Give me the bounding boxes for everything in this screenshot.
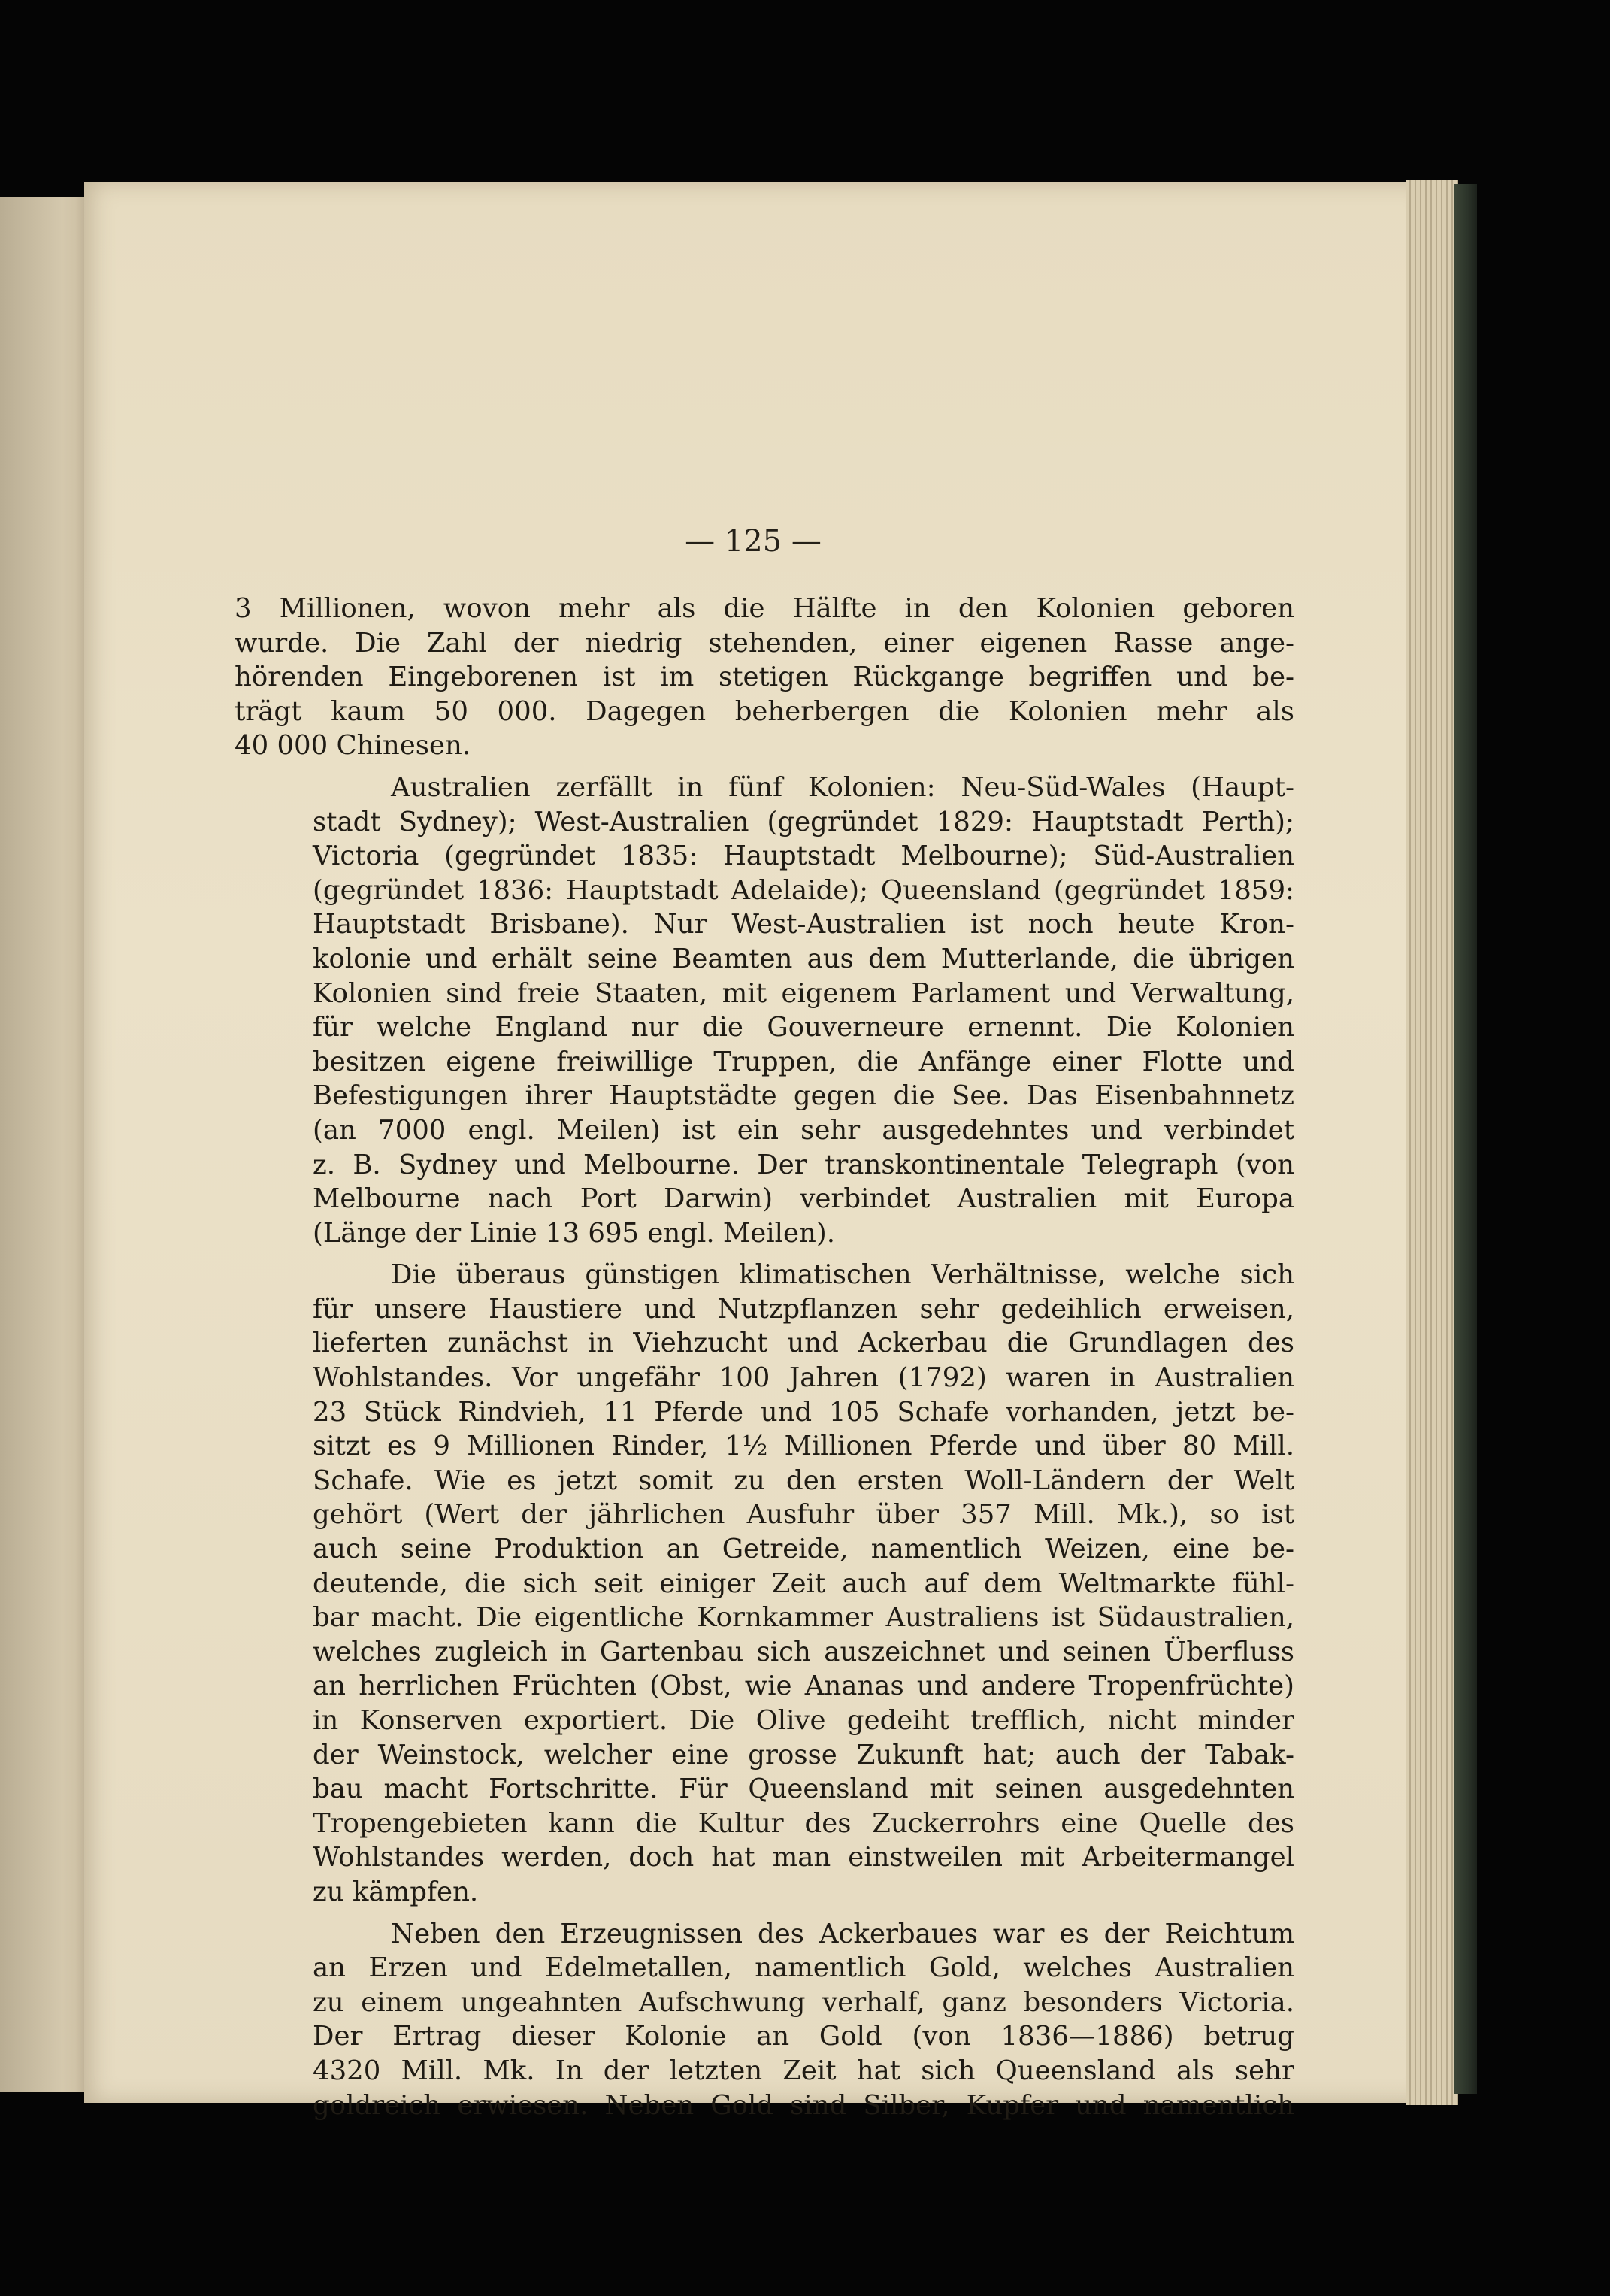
body-text [235, 592, 1294, 2130]
text-line: Kolonien sind freie Staaten, mit eigenem Parlament und Verwaltung, [313, 977, 1294, 1009]
text-line: Melbourne nach Port Darwin) verbindet Australien mit Europa [313, 1183, 1294, 1215]
paragraph [235, 1258, 1294, 1909]
text-line: Neben den Erzeugnissen des Ackerbaues war es der Reichtum [391, 1918, 1294, 1949]
text-line: sitzt es 9 Millionen Rinder, 1½ Millionen Pferde und über 80 Mill. [313, 1431, 1294, 1462]
book-cover-edge [1454, 184, 1477, 2094]
text-line: Wohlstandes werden, doch hat man einstweilen mit Arbeitermangel [313, 1842, 1294, 1873]
text-line: z. B. Sydney und Melbourne. Der transkontinentale Telegraph (von [313, 1149, 1294, 1180]
text-line: Hauptstadt Brisbane). Nur West-Australien ist noch heute Kron- [313, 909, 1294, 941]
text-line: bar macht. Die eigentliche Kornkammer Australiens ist Südaustralien, [313, 1602, 1294, 1634]
text-line: besitzen eigene freiwillige Truppen, die Anfänge einer Flotte und [313, 1046, 1294, 1077]
page-number: — 125 — [685, 524, 822, 559]
text-line: trägt kaum 50 000. Dagegen beherbergen die Kolonien mehr als [235, 695, 1294, 727]
paragraph [235, 771, 1294, 1250]
text-line: Die überaus günstigen klimatischen Verhältnisse, welche sich [391, 1259, 1294, 1291]
text-line: Australien zerfällt in fünf Kolonien: Neu-Süd-Wales (Haupt- [391, 771, 1294, 803]
text-line: kolonie und erhält seine Beamten aus dem Mutterlande, die übrigen [313, 943, 1294, 974]
text-line: Tropengebieten kann die Kultur des Zuckerrohrs eine Quelle des [313, 1807, 1294, 1839]
text-line: bau macht Fortschritte. Für Queensland mit seinen ausgedehnten [313, 1773, 1294, 1805]
text-line: an herrlichen Früchten (Obst, wie Ananas und andere Tropenfrüchte) [313, 1671, 1294, 1702]
text-line: welches zugleich in Gartenbau sich auszeichnet und seinen Überfluss [313, 1636, 1294, 1667]
text-line: hörenden Eingeborenen ist im stetigen Rückgange begriffen und be- [235, 662, 1294, 693]
text-line: gehört (Wert der jährlichen Ausfuhr über 357 Mill. Mk.), so ist [313, 1499, 1294, 1531]
book-page [84, 182, 1422, 2121]
text-line: für unsere Haustiere und Nutzpflanzen sehr gedeihlich erweisen, [313, 1293, 1294, 1325]
text-line: wurde. Die Zahl der niedrig stehenden, einer eigenen Rasse ange- [235, 627, 1294, 659]
text-line: 4320 Mill. Mk. In der letzten Zeit hat sich Queensland als sehr [313, 2055, 1294, 2086]
text-line: Victoria (gegründet 1835: Hauptstadt Melbourne); Süd-Australien [313, 841, 1294, 872]
text-line: Befestigungen ihrer Hauptstädte gegen die See. Das Eisenbahnnetz [313, 1080, 1294, 1112]
text-line: (an 7000 engl. Meilen) ist ein sehr ausgedehntes und verbindet [313, 1114, 1294, 1146]
text-line: Der Ertrag dieser Kolonie an Gold (von 1836—1886) betrug [313, 2021, 1294, 2052]
text-line: Schafe. Wie es jetzt somit zu den ersten Woll-Ländern der Welt [313, 1465, 1294, 1496]
text-line: 3 Millionen, wovon mehr als die Hälfte in den Kolonien geboren [235, 593, 1294, 624]
paragraph [235, 1917, 1294, 2123]
text-line: goldreich erwiesen. Neben Gold sind Silber, Kupfer und namentlich [313, 2089, 1294, 2121]
text-line: (gegründet 1836: Hauptstadt Adelaide); Queensland (gegründet 1859: [313, 874, 1294, 906]
text-line: auch seine Produktion an Getreide, namentlich Weizen, eine be- [313, 1534, 1294, 1565]
page-stack-edges [1406, 180, 1458, 2105]
text-line: zu einem ungeahnten Aufschwung verhalf, ganz besonders Victoria. [313, 1986, 1294, 2018]
text-line: stadt Sydney); West-Australien (gegründet 1829: Hauptstadt Perth); [313, 806, 1294, 838]
text-line: 23 Stück Rindvieh, 11 Pferde und 105 Schafe vorhanden, jetzt be- [313, 1396, 1294, 1428]
paragraph [235, 592, 1294, 763]
text-line: an Erzen und Edelmetallen, namentlich Gold, welches Australien [313, 1952, 1294, 1984]
text-line: zu kämpfen. [313, 1876, 479, 1907]
text-line: deutende, die sich seit einiger Zeit auch auf dem Weltmarkte fühl- [313, 1568, 1294, 1599]
text-line: der Weinstock, welcher eine grosse Zukunft hat; auch der Tabak- [313, 1739, 1294, 1770]
text-line: Wohlstandes. Vor ungefähr 100 Jahren (1792) waren in Australien [313, 1362, 1294, 1394]
text-line: in Konserven exportiert. Die Olive gedeiht trefflich, nicht minder [313, 1705, 1294, 1736]
text-line: für welche England nur die Gouverneure ernennt. Die Kolonien [313, 1012, 1294, 1043]
text-line: lieferten zunächst in Viehzucht und Ackerbau die Grundlagen des [313, 1328, 1294, 1359]
text-line: (Länge der Linie 13 695 engl. Meilen). [313, 1217, 835, 1249]
text-line: 40 000 Chinesen. [235, 730, 471, 762]
